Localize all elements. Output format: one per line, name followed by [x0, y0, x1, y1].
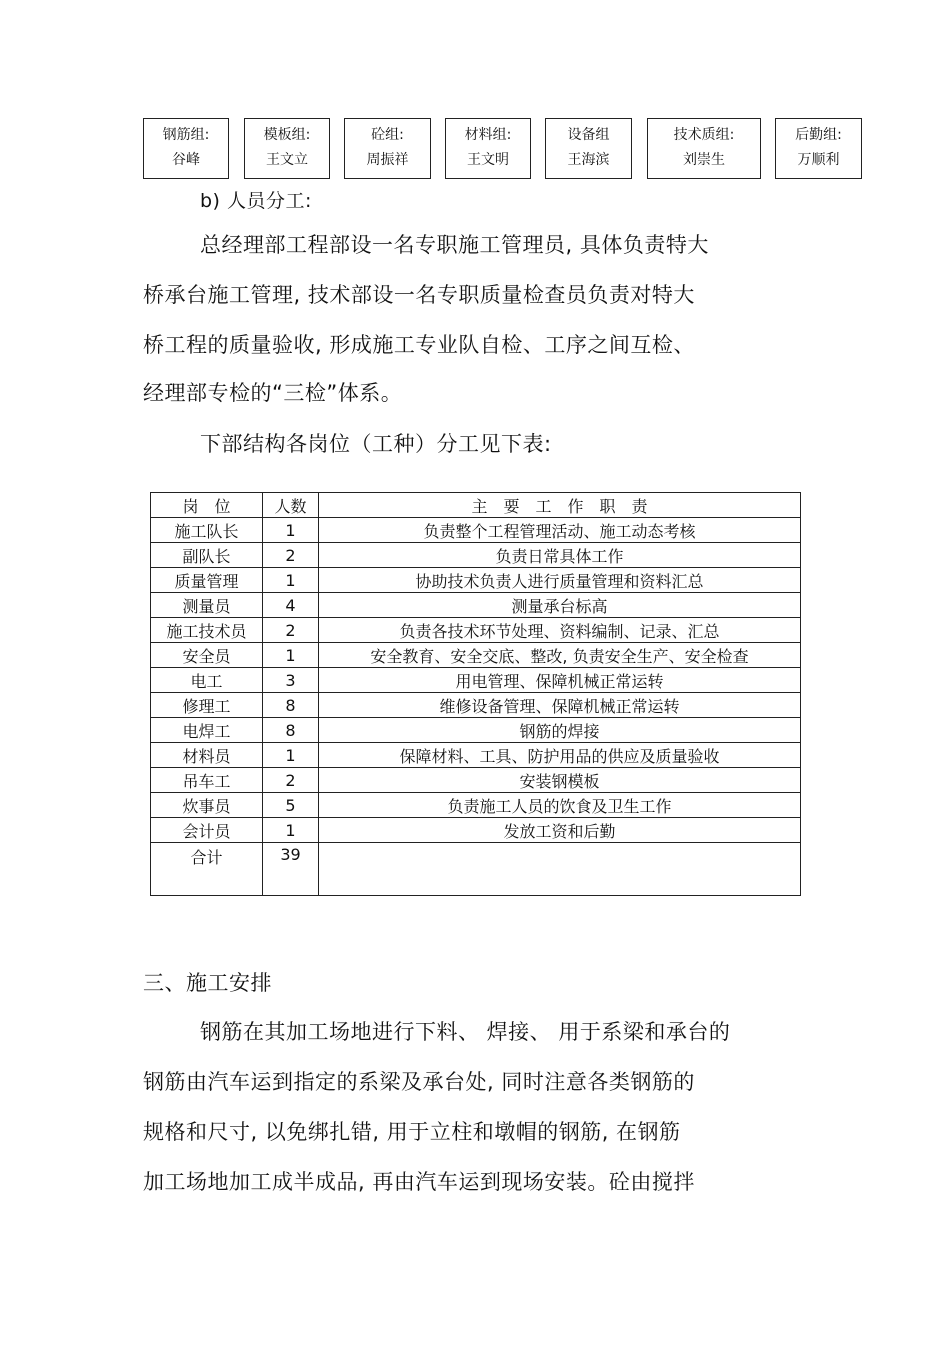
duty-cell: 发放工资和后勤: [319, 818, 801, 843]
table-row: [151, 668, 801, 693]
section-3-title: 三、施工安排: [143, 971, 272, 995]
table-row: [151, 518, 801, 543]
group-name: 设备组: [567, 127, 610, 143]
position-cell: 电焊工: [151, 718, 263, 743]
paragraph-line: 钢筋由汽车运到指定的系梁及承台处, 同时注意各类钢筋的: [143, 1070, 695, 1094]
group-leader: 王海滨: [567, 152, 610, 168]
group-leader: 周振祥: [366, 152, 409, 168]
duty-cell: 安全教育、安全交底、整改, 负责安全生产、安全检查: [319, 643, 801, 668]
duty-cell: 用电管理、保障机械正常运转: [319, 668, 801, 693]
table-row: [151, 743, 801, 768]
position-cell: 吊车工: [151, 768, 263, 793]
total-count: 39: [263, 843, 319, 896]
count-cell: 2: [263, 768, 319, 793]
paragraph-line: 总经理部工程部设一名专职施工管理员, 具体负责特大: [200, 233, 709, 257]
count-cell: 1: [263, 818, 319, 843]
header-position: 岗 位: [151, 493, 263, 518]
group-leader: 万顺利: [797, 152, 840, 168]
paragraph-line: 钢筋在其加工场地进行下料、 焊接、 用于系梁和承台的: [200, 1020, 731, 1044]
count-cell: 8: [263, 693, 319, 718]
duty-cell: 测量承台标高: [319, 593, 801, 618]
position-cell: 质量管理: [151, 568, 263, 593]
total-label: 合计: [151, 843, 263, 896]
position-cell: 测量员: [151, 593, 263, 618]
paragraph-line: 桥承台施工管理, 技术部设一名专职质量检查员负责对特大: [143, 283, 695, 307]
duty-cell: 负责施工人员的饮食及卫生工作: [319, 793, 801, 818]
table-row: [151, 818, 801, 843]
duty-cell: 负责整个工程管理活动、施工动态考核: [319, 518, 801, 543]
paragraph-line: 规格和尺寸, 以免绑扎错, 用于立柱和墩帽的钢筋, 在钢筋: [143, 1120, 681, 1144]
table-row: [151, 693, 801, 718]
duty-cell: 钢筋的焊接: [319, 718, 801, 743]
header-count: 人数: [263, 493, 319, 518]
group-leader: 王文立: [266, 152, 308, 168]
count-cell: 1: [263, 568, 319, 593]
header-duty: 主 要 工 作 职 责: [319, 493, 801, 518]
group-box: [545, 118, 632, 179]
duty-cell: 保障材料、工具、防护用品的供应及质量验收: [319, 743, 801, 768]
count-cell: 1: [263, 643, 319, 668]
count-cell: 2: [263, 543, 319, 568]
table-row: [151, 593, 801, 618]
duty-cell: 维修设备管理、保障机械正常运转: [319, 693, 801, 718]
team-groups: [143, 118, 863, 181]
position-cell: 炊事员: [151, 793, 263, 818]
position-cell: 会计员: [151, 818, 263, 843]
count-cell: 2: [263, 618, 319, 643]
table-intro: 下部结构各岗位（工种）分工见下表:: [200, 432, 552, 456]
group-name: 后勤组:: [795, 127, 842, 143]
count-cell: 3: [263, 668, 319, 693]
paragraph-line: 桥工程的质量验收, 形成施工专业队自检、工序之间互检、: [143, 333, 695, 357]
table-row: [151, 643, 801, 668]
group-leader: 刘崇生: [683, 152, 725, 168]
duty-table: [150, 492, 801, 896]
table-row: [151, 718, 801, 743]
group-box: [143, 118, 229, 179]
table-header-row: [151, 493, 801, 518]
count-cell: 8: [263, 718, 319, 743]
group-leader: 王文明: [467, 152, 509, 168]
group-box: [775, 118, 862, 179]
group-name: 钢筋组:: [162, 127, 210, 143]
table-row: [151, 768, 801, 793]
group-box: [445, 118, 531, 179]
group-name: 材料组:: [464, 127, 512, 143]
group-box: [344, 118, 431, 179]
group-name: 模板组:: [263, 127, 311, 143]
table-total-row: [151, 843, 801, 896]
duty-cell: 协助技术负责人进行质量管理和资料汇总: [319, 568, 801, 593]
position-cell: 修理工: [151, 693, 263, 718]
total-duty: [319, 843, 801, 896]
position-cell: 施工队长: [151, 518, 263, 543]
position-cell: 材料员: [151, 743, 263, 768]
count-cell: 1: [263, 518, 319, 543]
paragraph-line: 经理部专检的“三检”体系。: [143, 381, 403, 405]
position-cell: 电工: [151, 668, 263, 693]
count-cell: 4: [263, 593, 319, 618]
table-row: [151, 568, 801, 593]
group-leader: 谷峰: [172, 152, 200, 168]
paragraph-line: 加工场地加工成半成品, 再由汽车运到现场安装。砼由搅拌: [143, 1170, 695, 1194]
duty-cell: 负责各技术环节处理、资料编制、记录、汇总: [319, 618, 801, 643]
group-box: [647, 118, 761, 179]
position-cell: 施工技术员: [151, 618, 263, 643]
section-b-title: b) 人员分工:: [200, 190, 312, 212]
group-box: [244, 118, 330, 179]
group-name: 技术质组:: [673, 127, 735, 143]
group-name: 砼组:: [371, 127, 404, 143]
position-cell: 安全员: [151, 643, 263, 668]
count-cell: 5: [263, 793, 319, 818]
duty-cell: 负责日常具体工作: [319, 543, 801, 568]
table-row: [151, 618, 801, 643]
table-row: [151, 793, 801, 818]
count-cell: 1: [263, 743, 319, 768]
table-row: [151, 543, 801, 568]
position-cell: 副队长: [151, 543, 263, 568]
duty-cell: 安装钢模板: [319, 768, 801, 793]
